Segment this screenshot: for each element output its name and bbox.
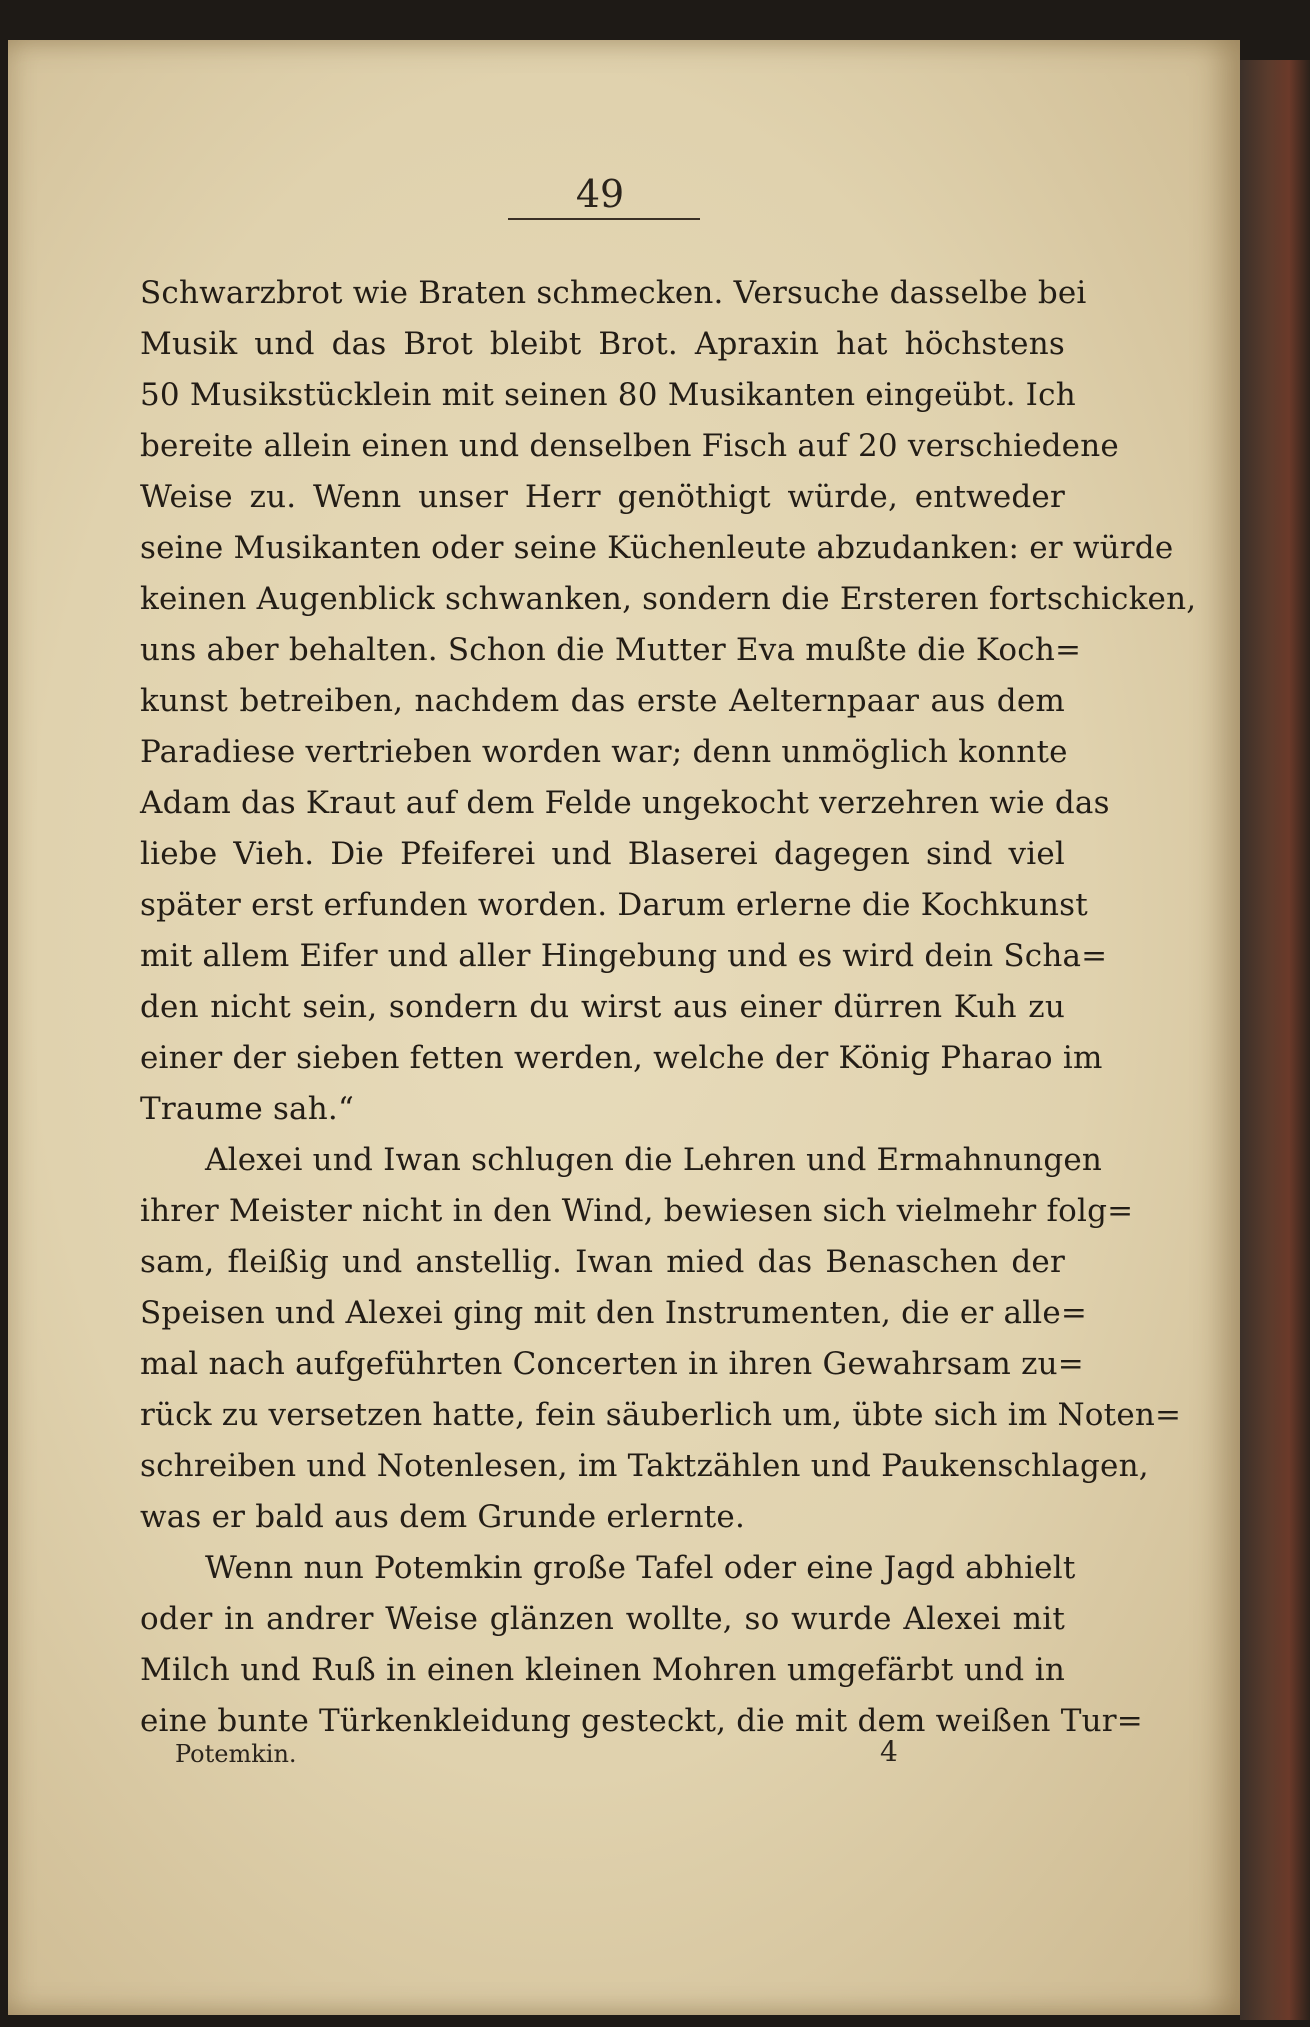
page-number-rule bbox=[508, 218, 700, 220]
footer-signature-mark: 4 bbox=[880, 1735, 898, 1768]
text-line: mit allem Eifer und aller Hingebung und es wird dein Scha= bbox=[140, 938, 1108, 974]
text-line: Traume sah.“ bbox=[140, 1091, 354, 1127]
text-line: sam, fleißig und anstellig. Iwan mied das Benaschen der bbox=[140, 1244, 1065, 1280]
text-line: Musik und das Brot bleibt Brot. Apraxin hat höchstens bbox=[140, 326, 1065, 362]
text-line: Paradiese vertrieben worden war; denn unmöglich konnte bbox=[140, 734, 1068, 770]
text-line: oder in andrer Weise glänzen wollte, so wurde Alexei mit bbox=[140, 1601, 1065, 1637]
text-line: was er bald aus dem Grunde erlernte. bbox=[140, 1499, 746, 1535]
text-line: bereite allein einen und denselben Fisch auf 20 verschiedene bbox=[140, 428, 1119, 464]
book-spine-edge bbox=[1240, 60, 1310, 2020]
text-line: eine bunte Türkenkleidung gesteckt, die mit dem weißen Tur= bbox=[140, 1703, 1143, 1739]
text-line: liebe Vieh. Die Pfeiferei und Blaserei dagegen sind viel bbox=[140, 836, 1065, 872]
body-text bbox=[140, 268, 1197, 1747]
text-line: keinen Augenblick schwanken, sondern die Ersteren fortschicken, bbox=[140, 581, 1197, 617]
text-line: Milch und Ruß in einen kleinen Mohren umgefärbt und in bbox=[140, 1652, 1065, 1688]
text-line: Weise zu. Wenn unser Herr genöthigt würde, entweder bbox=[140, 479, 1065, 515]
text-line: ihrer Meister nicht in den Wind, bewiesen sich vielmehr folg= bbox=[140, 1193, 1134, 1229]
text-line: Schwarzbrot wie Braten schmecken. Versuche dasselbe bei bbox=[140, 275, 1087, 311]
text-line: Adam das Kraut auf dem Felde ungekocht verzehren wie das bbox=[140, 785, 1110, 821]
text-line: rück zu versetzen hatte, fein säuberlich um, übte sich im Noten= bbox=[140, 1397, 1182, 1433]
text-line: Speisen und Alexei ging mit den Instrumenten, die er alle= bbox=[140, 1295, 1088, 1331]
text-line: Wenn nun Potemkin große Tafel oder eine Jagd abhielt bbox=[205, 1550, 1076, 1586]
text-line: 50 Musikstücklein mit seinen 80 Musikanten eingeübt. Ich bbox=[140, 377, 1076, 413]
text-line: seine Musikanten oder seine Küchenleute abzudanken: er würde bbox=[140, 530, 1174, 566]
text-line: schreiben und Notenlesen, im Taktzählen und Paukenschlagen, bbox=[140, 1448, 1149, 1484]
text-line: kunst betreiben, nachdem das erste Aelternpaar aus dem bbox=[140, 683, 1065, 719]
page-number: 49 bbox=[575, 172, 625, 216]
text-line: später erst erfunden worden. Darum erlerne die Kochkunst bbox=[140, 887, 1088, 923]
text-line: einer der sieben fetten werden, welche der König Pharao im bbox=[140, 1040, 1103, 1076]
footer-running-title: Potemkin. bbox=[175, 1740, 297, 1768]
text-line: mal nach aufgeführten Concerten in ihren Gewahrsam zu= bbox=[140, 1346, 1084, 1382]
text-line: den nicht sein, sondern du wirst aus einer dürren Kuh zu bbox=[140, 989, 1065, 1025]
text-line: uns aber behalten. Schon die Mutter Eva mußte die Koch= bbox=[140, 632, 1082, 668]
text-line: Alexei und Iwan schlugen die Lehren und Ermahnungen bbox=[205, 1142, 1103, 1178]
